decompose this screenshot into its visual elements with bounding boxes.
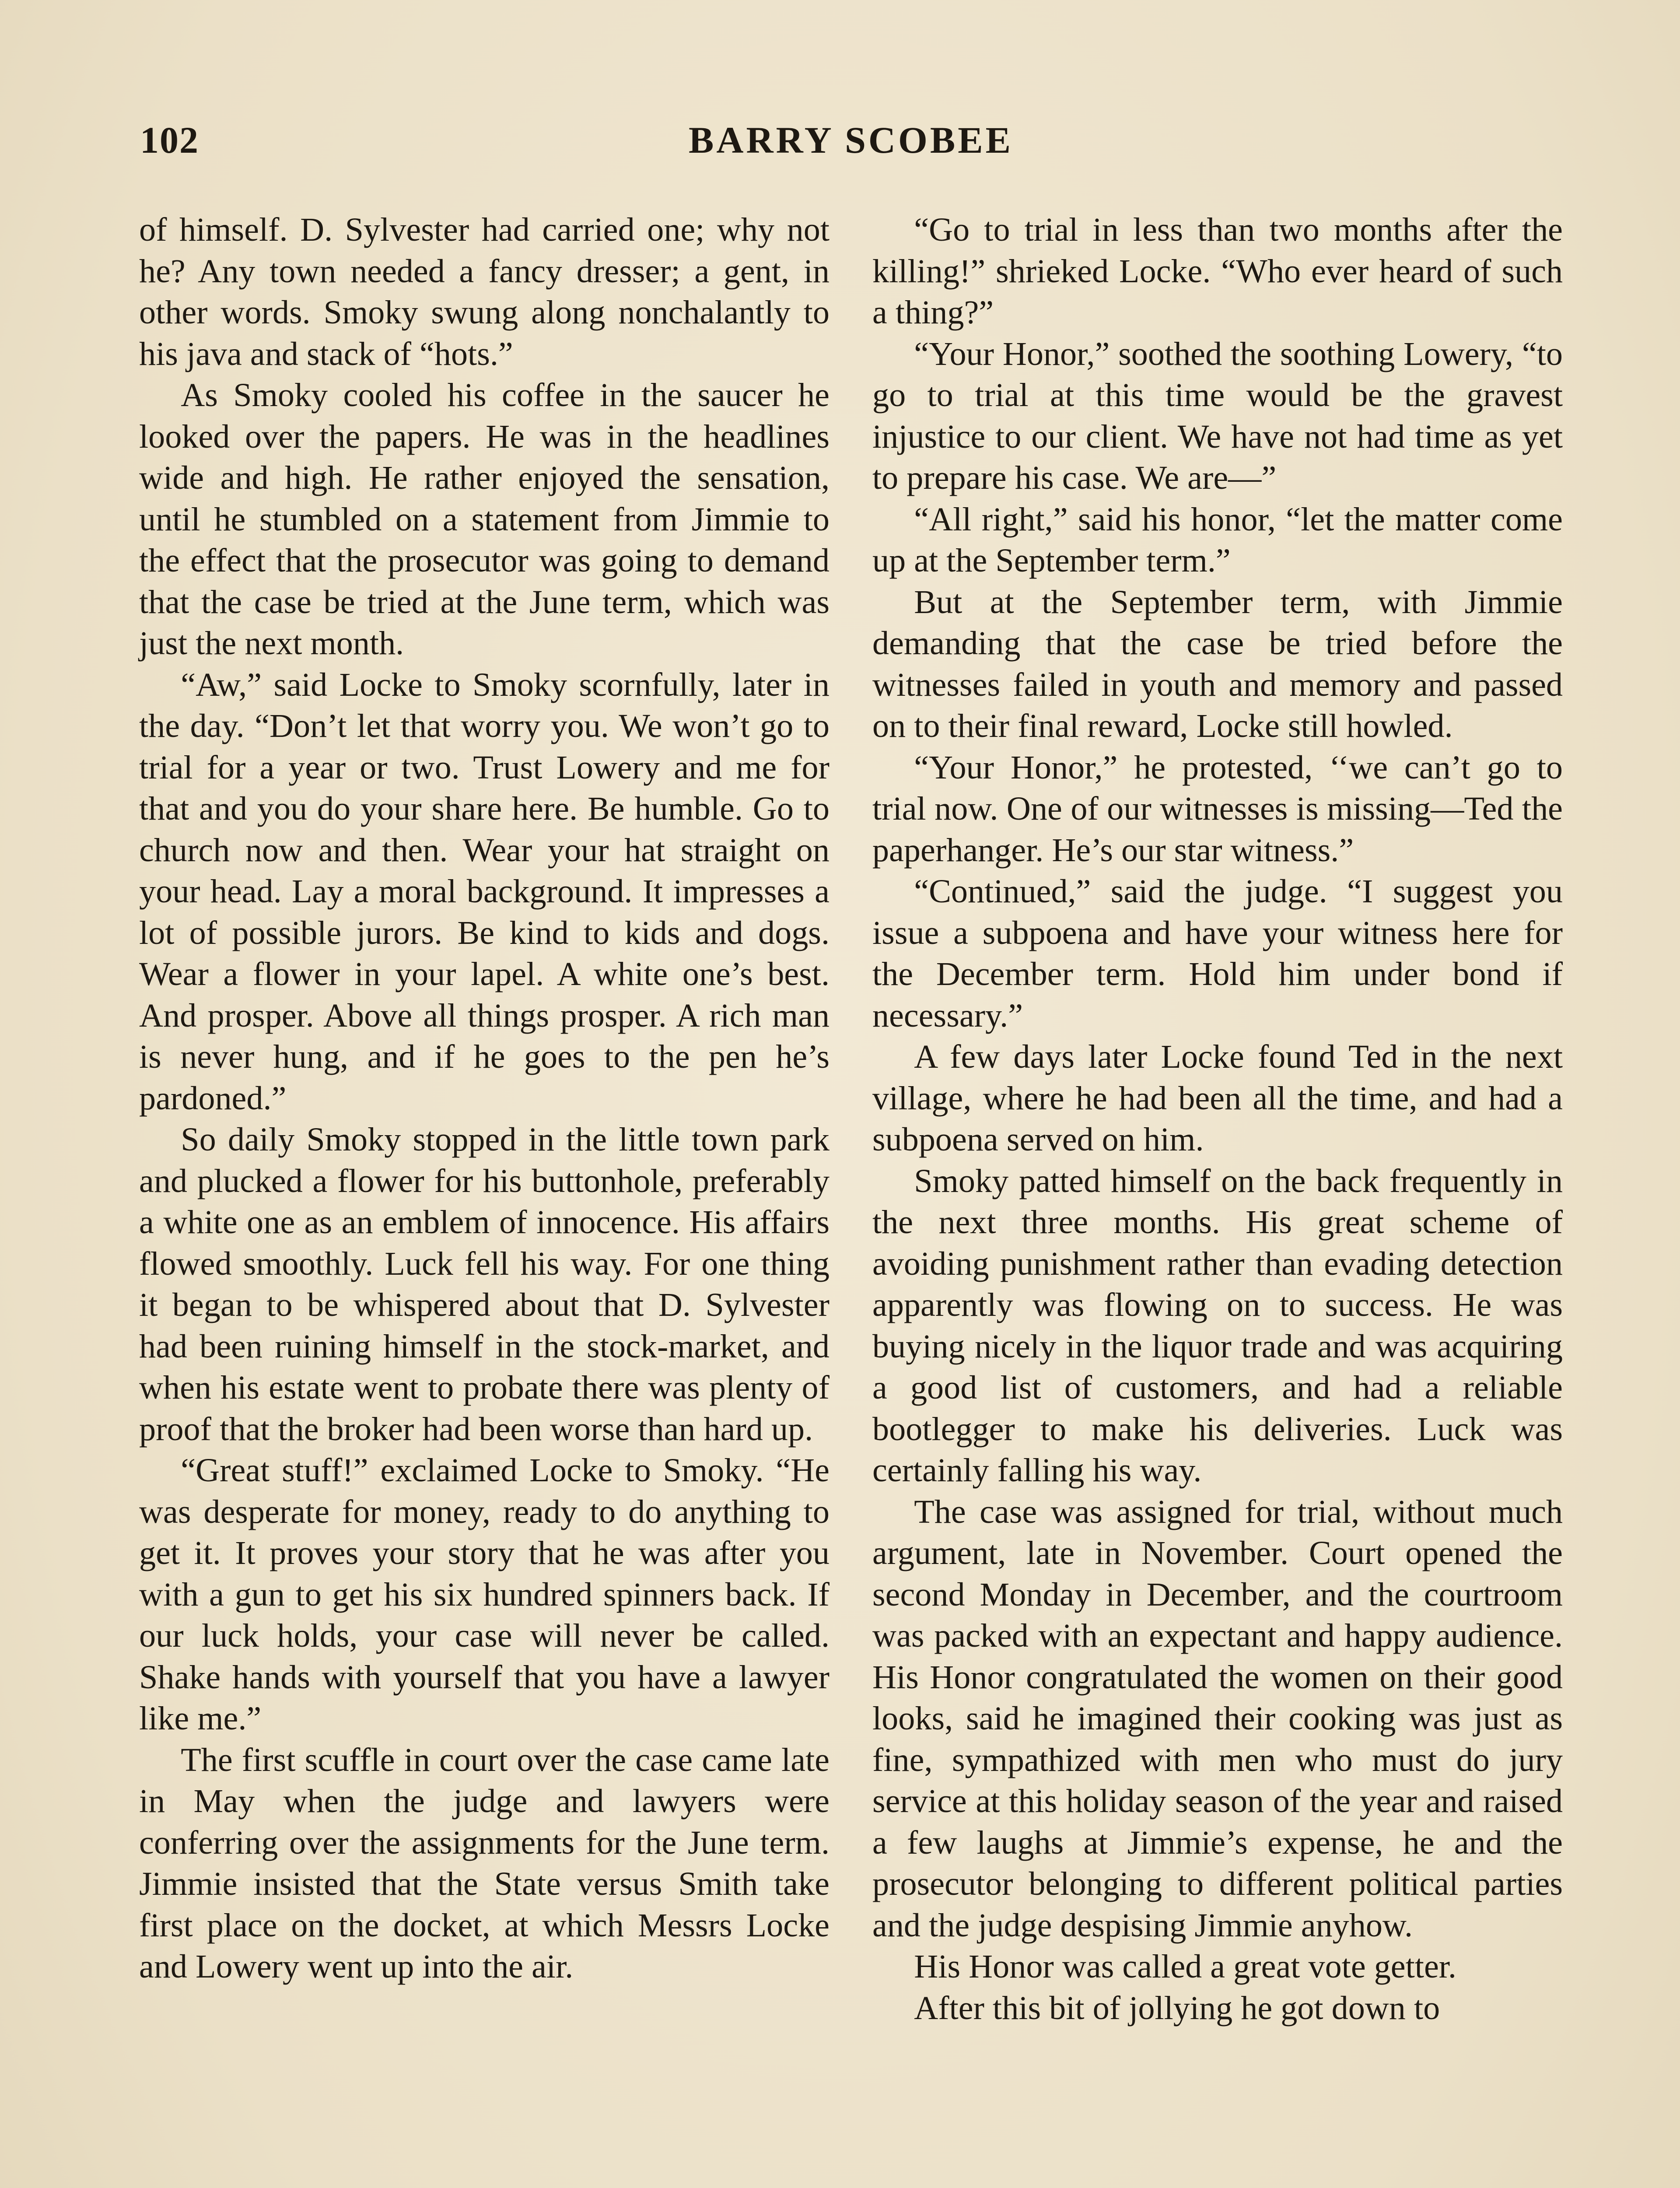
page-header (140, 118, 1562, 171)
page-number: 102 (140, 119, 199, 161)
paragraph: “Aw,” said Locke to Smoky scornfully, later in the day. “Don’t let that worry you. We won’t go to trial for a year or two. Trust Lowery and me for that and you do your share here. Be humble. Go to church now and then. Wear your hat straight on your head. Lay a moral background. It impresses a lot of possible jurors. Be kind to kids and dogs. Wear a flower in your lapel. A white one’s best. And prosper. Above all things prosper. A rich man is never hung, and if he goes to the pen he’s pardoned.” (139, 666, 830, 1117)
paragraph: So daily Smoky stopped in the little town park and plucked a flower for his buttonhole, preferably a white one as an emblem of innocence. His affairs flowed smoothly. Luck fell his way. For one thing it began to be whispered about that D. Sylvester had been ruining himself in the stock-market, and when his estate went to probate there was plenty of proof that the broker had been worse than hard up. (139, 1121, 830, 1448)
paragraph: “Your Honor,” soothed the soothing Lowery, “to go to trial at this time would be the gravest injustice to our client. We have not had time as yet to prepare his case. We are—” (872, 335, 1563, 496)
paragraph: But at the September term, with Jimmie demanding that the case be tried before the witnesses failed in youth and memory and passed on to their final reward, Locke still howled. (872, 583, 1563, 744)
paragraph: A few days later Locke found Ted in the next village, where he had been all the time, and had a subpoena served on him. (872, 1038, 1563, 1158)
paragraph: The case was assigned for trial, without much argument, late in November. Court opened the second Monday in December, and the courtroom was packed with an expectant and happy audience. His Honor congratulated the women on their good looks, said he imagined their cooking was just as fine, sympathized with men who must do jury service at this holiday season of the year and raised a few laughs at Jimmie’s expense, he and the prosecutor belonging to different political parties and the judge despising Jimmie anyhow. (872, 1493, 1563, 1944)
paragraph: “Continued,” said the judge. “I suggest you issue a subpoena and have your witness here for the December term. Hold him under bond if necessary.” (872, 873, 1563, 1034)
paragraph: “Your Honor,” he protested, ‘‘we can’t go to trial now. One of our witnesses is missing—Ted the paperhanger. He’s our star witness.” (872, 749, 1563, 869)
paragraph: “All right,” said his honor, “let the matter come up at the September term.” (872, 501, 1563, 579)
right-column (872, 209, 1563, 2029)
paragraph: After this bit of jollying he got down to (914, 1989, 1440, 2027)
running-head: BARRY SCOBEE (689, 119, 1013, 161)
paragraph: “Go to trial in less than two months after the killing!” shrieked Locke. “Who ever heard of such a thing?” (872, 211, 1563, 331)
left-column (139, 209, 830, 1988)
paragraph: “Great stuff!” exclaimed Locke to Smoky. “He was desperate for money, ready to do anything to get it. It proves your story that he was after you with a gun to get his six hundred spinners back. If our luck holds, your case will never be called. Shake hands with yourself that you have a lawyer like me.” (139, 1452, 830, 1737)
paragraph: The first scuffle in court over the case came late in May when the judge and lawyers were conferring over the assignments for the June term. Jimmie insisted that the State versus Smith take first place on the docket, at which Messrs Locke and Lowery went up into the air. (139, 1741, 830, 1985)
paragraph: Smoky patted himself on the back frequently in the next three months. His great scheme of avoiding punishment rather than evading detection apparently was flowing on to success. He was buying nicely in the liquor trade and was acquiring a good list of customers, and had a reliable bootlegger to make his deliveries. Luck was certainly falling his way. (872, 1162, 1563, 1489)
paragraph: of himself. D. Sylvester had carried one; why not he? Any town needed a fancy dresser; a gent, in other words. Smoky swung along nonchalantly to his java and stack of “hots.” (139, 211, 830, 372)
paragraph: As Smoky cooled his coffee in the saucer he looked over the papers. He was in the headlines wide and high. He rather enjoyed the sensation, until he stumbled on a statement from Jimmie to the effect that the prosecutor was going to demand that the case be tried at the June term, which was just the next month. (139, 377, 830, 662)
paragraph: His Honor was called a great vote getter. (914, 1948, 1456, 1985)
